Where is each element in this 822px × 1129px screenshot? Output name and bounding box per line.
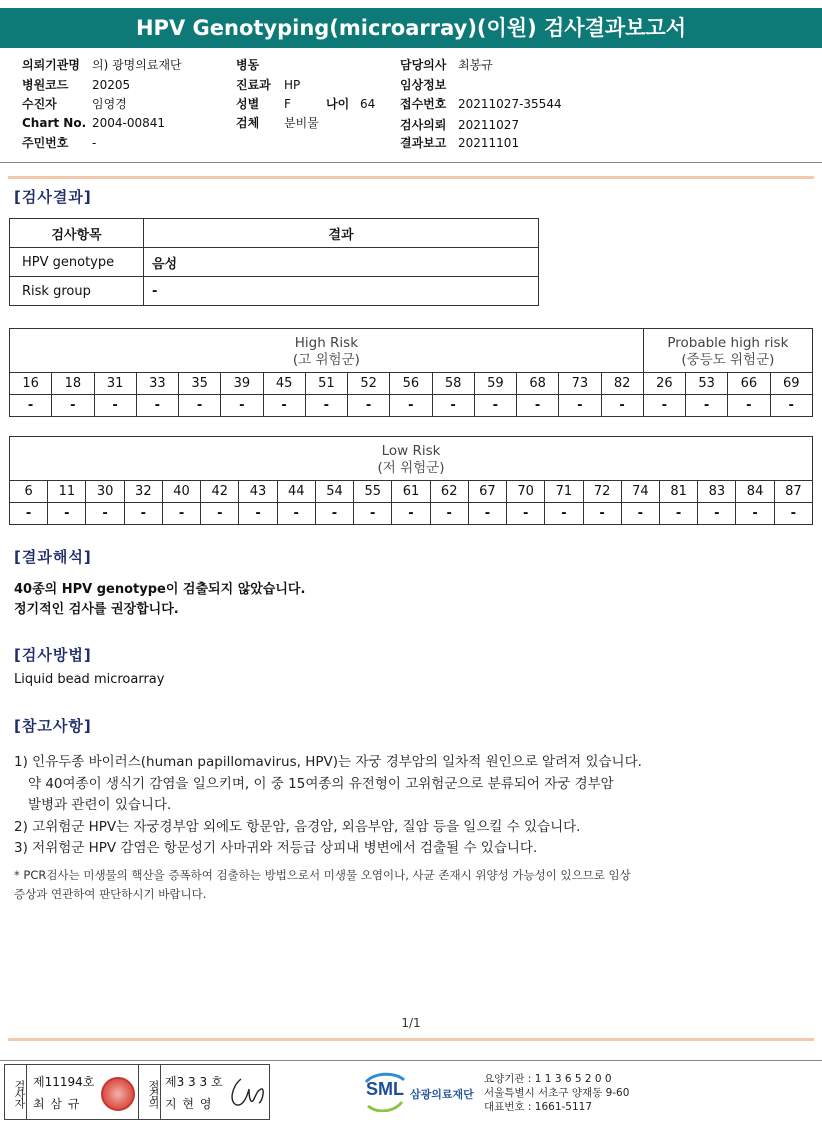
hpv-type-cell: 67 [468,481,506,503]
low-risk-title: Low Risk [381,442,441,459]
low-risk-header-row [10,437,813,481]
hpv-result-cell: - [94,395,136,417]
col-result-header: 결과 [144,219,539,248]
hpv-type-cell: 84 [736,481,774,503]
probable-risk-group-header [643,329,812,373]
result-table-header [10,219,539,248]
high-risk-header-row [10,329,813,373]
request-value: 20211027 [458,118,520,132]
reference-list [14,752,642,860]
hpv-type-cell: 58 [432,373,474,395]
confirmer-label: 점검의 [139,1065,161,1119]
hpv-type-cell: 55 [354,481,392,503]
hpv-type-cell: 74 [621,481,659,503]
institution-code: 요양기관 : 1 1 3 6 5 2 0 0 [484,1073,612,1085]
receipt-value: 20211027-35544 [458,97,562,111]
rrn-label: 주민번호 [22,136,69,150]
hpv-type-cell: 52 [348,373,390,395]
hpv-result-cell: - [583,503,621,525]
dept-value: HP [284,78,301,92]
pcr-note [14,866,631,904]
hpv-result-cell: - [10,395,52,417]
doctor-label: 담당의사 [400,58,447,72]
address: 서울특별시 서초구 양재동 9-60 [484,1087,630,1099]
divider-line [0,162,822,163]
low-risk-group-header [10,437,813,481]
low-risk-table [9,436,813,525]
hpv-result-cell: - [474,395,516,417]
chart-label: Chart No. [22,116,87,130]
hpv-type-cell: 62 [430,481,468,503]
hpv-result-cell: - [430,503,468,525]
hpv-result-cell: - [601,395,643,417]
high-risk-title: High Risk [294,334,359,351]
signature-image [227,1069,267,1115]
specimen-label: 검체 [236,116,260,130]
hpv-result-cell: - [221,395,263,417]
hpv-type-cell: 70 [507,481,545,503]
section-reference-title: [참고사항] [14,717,92,735]
examiner-name: 최 삼 규 [33,1097,81,1111]
hpv-type-cell: 56 [390,373,432,395]
examiner-number: 제11194호 [33,1075,95,1089]
hpv-result-cell: - [468,503,506,525]
hpv-result-cell: - [559,395,601,417]
hpv-type-cell: 59 [474,373,516,395]
hpv-result-cell: - [52,395,94,417]
phone: 대표번호 : 1661-5117 [484,1101,593,1113]
hpv-result-cell: - [774,503,812,525]
hpv-result-cell: - [390,395,432,417]
hpv-type-cell: 66 [728,373,770,395]
high-risk-subtitle: (고 위험군) [292,351,360,368]
hpv-result-cell: - [10,503,48,525]
section-method-title: [검사방법] [14,646,92,664]
hpv-result-cell: - [136,395,178,417]
hospital-code-value: 20205 [92,78,131,92]
hpv-result-cell: - [348,395,390,417]
probable-risk-subtitle: (중등도 위험군) [681,351,775,368]
reference-item-1-cont: 약 40여종이 생식기 감염을 일으키며, 이 중 15여종의 유전형이 고위험군으로 분류되어 자궁 경부암 [28,775,614,792]
clinical-label: 임상정보 [400,78,447,92]
hpv-result-cell: - [305,395,347,417]
sex-value: F [284,97,291,111]
hpv-type-cell: 72 [583,481,621,503]
hpv-type-cell: 82 [601,373,643,395]
hpv-type-cell: 83 [698,481,736,503]
hpv-result-cell: - [239,503,277,525]
hpv-result-cell: - [162,503,200,525]
method-text: Liquid bead microarray [14,672,165,687]
high-risk-results-row [10,395,813,417]
note-line-2: 증상과 연관하여 판단하시기 바랍니다. [14,887,207,901]
confirmer-number: 제3 3 3 호 [165,1075,223,1089]
probable-risk-title: Probable high risk [667,334,789,351]
hpv-type-cell: 54 [315,481,353,503]
ward-label: 병동 [236,58,260,72]
hpv-type-cell: 73 [559,373,601,395]
hpv-type-cell: 6 [10,481,48,503]
hpv-result-cell: - [179,395,221,417]
hpv-result-cell: - [315,503,353,525]
table-row [10,277,539,306]
hpv-type-cell: 31 [94,373,136,395]
hpv-result-cell: - [770,395,813,417]
patient-label: 수진자 [22,97,57,111]
hpv-type-cell: 43 [239,481,277,503]
hpv-type-cell: 11 [48,481,86,503]
examiner-label: 검사자 [5,1065,27,1119]
reference-item-1-cont2: 발병과 관련이 있습니다. [28,797,172,813]
hpv-type-cell: 69 [770,373,813,395]
hpv-type-cell: 42 [201,481,239,503]
col-item-header: 검사항목 [10,219,144,248]
report-label: 결과보고 [400,136,447,150]
hpv-type-cell: 16 [10,373,52,395]
reference-item-3: 3) 저위험군 HPV 감염은 항문성기 사마귀와 저등급 상피내 병변에서 검출될 수 있습니다. [14,840,538,856]
hpv-result-cell: - [432,395,474,417]
hpv-result-cell: - [507,503,545,525]
hpv-type-cell: 44 [277,481,315,503]
confirmer-name: 지 현 영 [165,1097,213,1111]
hpv-result-cell: - [698,503,736,525]
hospital-code-label: 병원코드 [22,78,69,92]
low-risk-types-row [10,481,813,503]
hpv-type-cell: 87 [774,481,812,503]
hpv-result-cell: - [643,395,685,417]
footer-divider [8,1038,814,1041]
age-label: 나이 [326,97,350,111]
hpv-result-cell: - [517,395,559,417]
hpv-type-cell: 71 [545,481,583,503]
hpv-type-cell: 53 [686,373,728,395]
sml-logo [364,1072,476,1116]
hpv-type-cell: 68 [517,373,559,395]
high-risk-table [9,328,813,417]
hpv-result-cell: - [277,503,315,525]
hpv-type-cell: 39 [221,373,263,395]
report-value: 20211101 [458,136,520,150]
footer-line [0,1060,822,1061]
hpv-result-cell: - [621,503,659,525]
request-label: 검사의뢰 [400,118,447,132]
hpv-type-cell: 35 [179,373,221,395]
result-value: - [144,277,539,306]
signature-box [4,1064,270,1120]
result-item: Risk group [10,277,144,306]
rrn-value: - [92,136,97,150]
age-value: 64 [360,97,376,111]
hpv-type-cell: 45 [263,373,305,395]
high-risk-group-header [10,329,644,373]
receipt-label: 접수번호 [400,97,447,111]
org-name: 삼광의료재단 [410,1088,474,1101]
footer-address [484,1072,629,1114]
hpv-type-cell: 30 [86,481,124,503]
page-number: 1/1 [401,1016,421,1030]
interpretation-line-2: 정기적인 검사를 권장합니다. [14,602,179,617]
hpv-type-cell: 40 [162,481,200,503]
logo-text: SML [366,1079,404,1099]
high-risk-types-row [10,373,813,395]
hpv-type-cell: 18 [52,373,94,395]
specimen-value: 분비물 [284,116,319,130]
hpv-result-cell: - [263,395,305,417]
hpv-type-cell: 33 [136,373,178,395]
report-title: HPV Genotyping(microarray)(이원) 검사결과보고서 [0,8,822,48]
examiner-seal [101,1077,135,1111]
hpv-result-cell: - [124,503,162,525]
hpv-result-cell: - [48,503,86,525]
hpv-result-cell: - [86,503,124,525]
low-risk-results-row [10,503,813,525]
low-risk-subtitle: (저 위험군) [377,459,445,476]
hpv-type-cell: 26 [643,373,685,395]
patient-value: 임영경 [92,97,127,111]
hpv-result-cell: - [545,503,583,525]
note-line-1: * PCR검사는 미생물의 핵산을 증폭하여 검출하는 방법으로서 미생물 오염이나, 사균 존재시 위양성 가능성이 있으므로 임상 [14,868,631,882]
hpv-result-cell: - [354,503,392,525]
hpv-result-cell: - [201,503,239,525]
section-result-title: [검사결과] [14,188,92,206]
reference-item-2: 2) 고위험군 HPV는 자궁경부암 외에도 항문암, 음경암, 외음부암, 질암 등을 일으킬 수 있습니다. [14,818,581,835]
reference-item-1: 1) 인유두종 바이러스(human papillomavirus, HPV)는 자궁 경부암의 일차적 원인으로 알려져 있습니다. [14,754,642,770]
institution-value: 의) 광명의료재단 [92,58,182,72]
result-item: HPV genotype [10,248,144,277]
result-table [9,218,539,306]
doctor-value: 최봉규 [458,58,493,72]
institution-label: 의뢰기관명 [22,58,80,72]
chart-value: 2004-00841 [92,116,166,130]
hpv-type-cell: 81 [659,481,697,503]
interpretation-line-1: 40종의 HPV genotype이 검출되지 않았습니다. [14,582,306,597]
hpv-type-cell: 61 [392,481,430,503]
hpv-result-cell: - [736,503,774,525]
hpv-result-cell: - [659,503,697,525]
hpv-type-cell: 51 [305,373,347,395]
hpv-type-cell: 32 [124,481,162,503]
hpv-result-cell: - [728,395,770,417]
hpv-result-cell: - [686,395,728,417]
result-value: 음성 [144,248,539,277]
table-row [10,248,539,277]
section-interpretation-title: [결과해석] [14,548,92,566]
hpv-result-cell: - [392,503,430,525]
dept-label: 진료과 [236,78,271,92]
sex-label: 성별 [236,97,260,111]
section-divider [8,176,814,179]
